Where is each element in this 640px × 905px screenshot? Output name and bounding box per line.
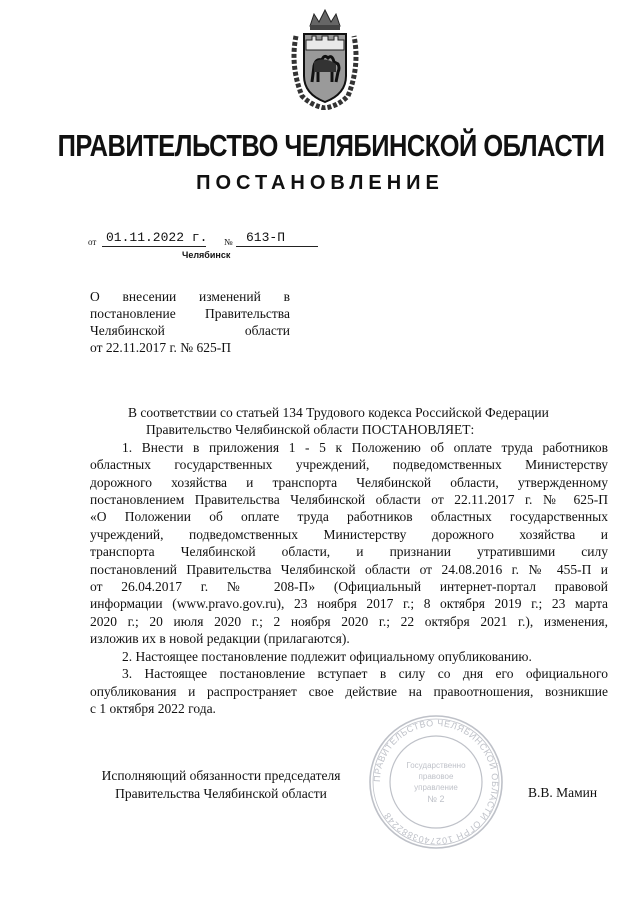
- signatory-position-line: Исполняющий обязанности председателя: [101, 768, 341, 783]
- subject-line: постановление Правительства: [90, 306, 290, 321]
- body-line: В соответствии со статьей 134 Трудового кодекса Российской Федерации: [128, 405, 549, 420]
- coat-of-arms-emblem: [288, 6, 362, 110]
- body-line: постановлений Правительства Челябинской области от 24.08.2016 г. № 455-П и: [90, 561, 608, 577]
- body-line: дорожного хозяйства и транспорта Челябинской области, утвержденному: [90, 474, 608, 490]
- body-line: с 1 октября 2022 года.: [90, 700, 216, 716]
- body-line: 2. Настоящее постановление подлежит официальному опубликованию.: [122, 648, 532, 664]
- government-title: ПРАВИТЕЛЬСТВО ЧЕЛЯБИНСКОЙ ОБЛАСТИ: [57, 128, 605, 163]
- body-line: 3. Настоящее постановление вступает в силу со дня его официального: [122, 666, 608, 682]
- body-line: 2020 г.; 20 июля 2020 г.; 2 ноября 2020 г.; 22 октября 2021 г.), изменения,: [90, 613, 608, 629]
- number-prefix: №: [224, 237, 233, 247]
- body-line: изложив их в новой редакции (прилагаются).: [90, 631, 350, 647]
- subject-line: Челябинской области: [90, 323, 290, 338]
- body-line: 1. Внести в приложения 1 - 5 к Положению об оплате труда работников: [122, 439, 608, 455]
- body-line: областных государственных учреждений, подведомственных Министерству: [90, 457, 608, 473]
- date-underline: [102, 246, 206, 247]
- body-line: от 26.04.2017 г. № 208-П» (Официальный интернет-портал правовой: [90, 579, 608, 595]
- body-line: транспорта Челябинской области, и признании утратившими силу: [90, 544, 608, 560]
- body-line: опубликования и распространяет свое действие на правоотношения, возникшие: [90, 683, 608, 699]
- stamp-ring-text: ПРАВИТЕЛЬСТВО ЧЕЛЯБИНСКОЙ ОБЛАСТИ ОГРН 1027403882248: [371, 717, 501, 847]
- body-line: постановлением Правительства Челябинской области от 22.11.2017 г. № 625-П: [90, 492, 608, 508]
- subject-line: О внесении изменений в: [90, 289, 290, 304]
- date-prefix: от: [88, 237, 97, 247]
- body-line: информации (www.pravo.gov.ru), 23 ноября 2017 г.; 8 октября 2019 г.; 23 марта: [90, 596, 608, 612]
- signatory-name: В.В. Мамин: [528, 785, 598, 800]
- number-underline: [236, 246, 318, 247]
- stamp-inner-text: Государственно: [406, 761, 466, 770]
- signatory-position-line: Правительства Челябинской области: [115, 786, 327, 801]
- stamp-inner-text: № 2: [427, 794, 445, 804]
- body-line: «О Положении об оплате труда работников областных государственных: [90, 509, 608, 525]
- stamp-inner-text: правовое: [418, 772, 454, 781]
- document-number: 613-П: [246, 230, 286, 245]
- body-line: учреждений, подведомственных Министерству дорожного хозяйства и: [90, 526, 608, 542]
- body-line: Правительство Челябинской области ПОСТАНОВЛЯЕТ:: [146, 422, 475, 438]
- date-number-row: [88, 230, 318, 250]
- subject-line: от 22.11.2017 г. № 625-П: [90, 340, 231, 355]
- signatory-position: [86, 767, 356, 803]
- city-label: Челябинск: [182, 250, 231, 260]
- document-date: 01.11.2022 г.: [106, 230, 208, 245]
- svg-text:ПРАВИТЕЛЬСТВО ЧЕЛЯБИНСКОЙ ОБЛА: [372, 718, 500, 846]
- official-stamp: [366, 712, 506, 852]
- stamp-inner-text: управление: [414, 783, 458, 792]
- document-body: [90, 404, 608, 717]
- document-subject: [90, 288, 290, 356]
- document-type: ПОСТАНОВЛЕНИЕ: [196, 172, 444, 194]
